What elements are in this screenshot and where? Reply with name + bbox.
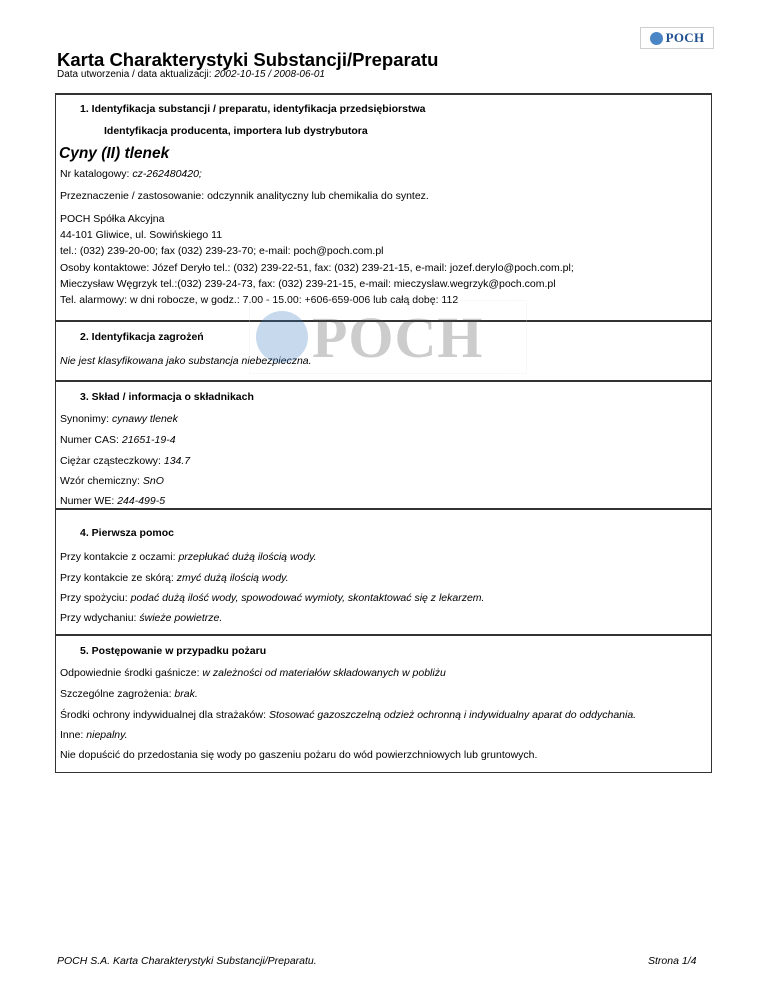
product-name: Cyny (II) tlenek: [59, 145, 170, 162]
usage: Przeznaczenie / zastosowanie: odczynnik analityczny lub chemikalia do syntez.: [60, 190, 429, 202]
composition-row: Synonimy: cynawy tlenek: [60, 413, 178, 425]
watermark-logo-icon: [256, 311, 308, 363]
company-line: Tel. alarmowy: w dni robocze, w godz.: 7.00 - 15.00: +606-659-006 lub całą dobę: 112: [60, 294, 459, 306]
dates-value: 2002-10-15 / 2008-06-01: [214, 69, 325, 80]
composition-row: Wzór chemiczny: SnO: [60, 475, 164, 487]
first-aid-row: Przy wdychaniu: świeże powietrze.: [60, 612, 223, 624]
company-line: Mieczysław Węgrzyk tel.:(032) 239-24-73, fax: (032) 239-21-15, e-mail: mieczyslaw.wegrzyk@poch.com.pl: [60, 278, 556, 290]
footer-title: POCH S.A. Karta Charakterystyki Substancji/Preparatu.: [57, 955, 317, 967]
first-aid-row: Przy kontakcie z oczami: przepłukać dużą ilością wody.: [60, 551, 317, 563]
document-dates: [57, 69, 325, 80]
dates-label: Data utworzenia / data aktualizacji:: [57, 69, 212, 80]
fire-row: Inne: niepalny.: [60, 729, 128, 741]
section-1: [55, 93, 712, 322]
logo-text: POCH: [665, 30, 705, 45]
watermark-text: POCH: [312, 304, 484, 370]
composition-row: Numer WE: 244-499-5: [60, 495, 166, 507]
section-4: [55, 508, 712, 636]
composition-row: Numer CAS: 21651-19-4: [60, 434, 176, 446]
catalog-number: Nr katalogowy: cz-262480420;: [60, 168, 202, 180]
section-1-heading: 1. Identyfikacja substancji / preparatu, identyfikacja przedsiębiorstwa: [80, 103, 426, 115]
section-3: [55, 380, 712, 510]
section-5-heading: 5. Postępowanie w przypadku pożaru: [80, 645, 267, 657]
fire-row: Szczególne zagrożenia: brak.: [60, 688, 198, 700]
section-2-heading: 2. Identyfikacja zagrożeń: [80, 331, 204, 343]
first-aid-row: Przy kontakcie ze skórą: zmyć dużą ilością wody.: [60, 572, 289, 584]
company-line: tel.: (032) 239-20-00; fax (032) 239-23-70; e-mail: poch@poch.com.pl: [60, 245, 384, 257]
fire-row: Odpowiednie środki gaśnicze: w zależności od materiałów składowanych w pobliżu: [60, 667, 446, 679]
page-number: Strona 1/4: [648, 955, 697, 967]
company-line: POCH Spółka Akcyjna: [60, 213, 165, 225]
section-1-subheading: Identyfikacja producenta, importera lub dystrybutora: [104, 125, 368, 137]
document-title: Karta Charakterystyki Substancji/Preparatu: [57, 49, 439, 70]
hazard-text: Nie jest klasyfikowana jako substancja niebezpieczna.: [60, 355, 312, 367]
section-4-heading: 4. Pierwsza pomoc: [80, 527, 174, 539]
company-line: Osoby kontaktowe: Józef Deryło tel.: (032) 239-22-51, fax: (032) 239-21-15, e-mail: jozef.derylo@poch.com.pl;: [60, 262, 574, 274]
section-3-heading: 3. Skład / informacja o składnikach: [80, 391, 254, 403]
first-aid-row: Przy spożyciu: podać dużą ilość wody, spowodować wymioty, skontaktować się z lekarzem.: [60, 592, 485, 604]
composition-row: Ciężar cząsteczkowy: 134.7: [60, 455, 191, 467]
company-line: 44-101 Gliwice, ul. Sowińskiego 11: [60, 229, 223, 241]
poch-logo-icon: [650, 32, 663, 45]
fire-row: Środki ochrony indywidualnej dla strażaków: Stosować gazoszczelną odzież ochronną i indywidualny aparat do oddychania.: [60, 709, 637, 721]
poch-watermark: [249, 300, 527, 374]
section-5: [55, 634, 712, 773]
poch-logo: [640, 27, 714, 49]
fire-note: Nie dopuścić do przedostania się wody po gaszeniu pożaru do wód powierzchniowych lub gruntowych.: [60, 749, 538, 761]
